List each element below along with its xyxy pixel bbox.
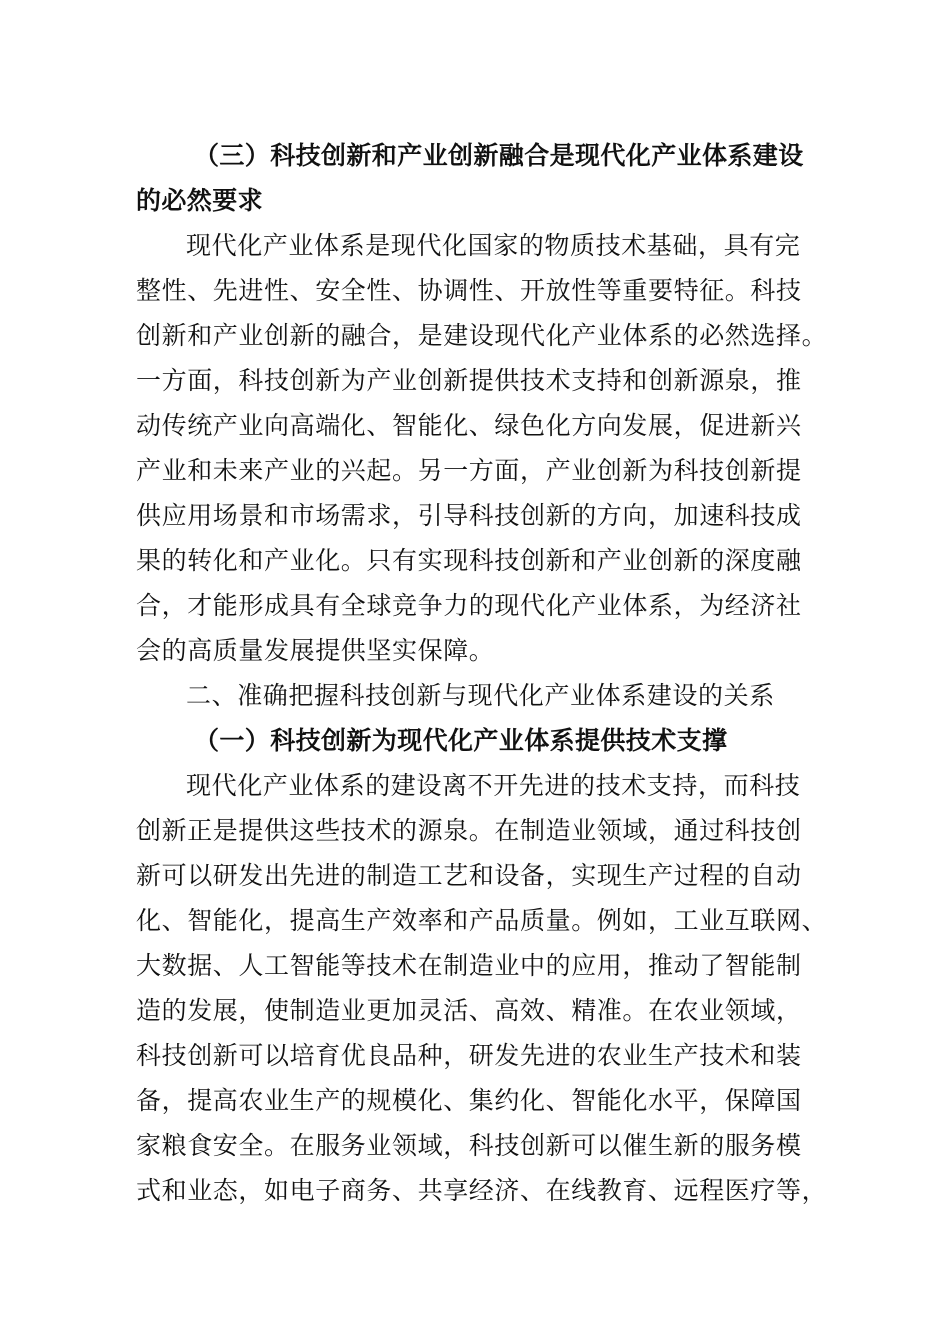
paragraph-line: 会的高质量发展提供坚实保障。 bbox=[136, 636, 495, 665]
paragraph-line: 合，才能形成具有全球竞争力的现代化产业体系，为经济社 bbox=[136, 591, 802, 620]
paragraph-line: 备，提高农业生产的规模化、集约化、智能化水平，保障国 bbox=[136, 1086, 802, 1115]
paragraph-line: 整性、先进性、安全性、协调性、开放性等重要特征。科技 bbox=[136, 276, 802, 305]
paragraph-line: 创新正是提供这些技术的源泉。在制造业领域，通过科技创 bbox=[136, 816, 802, 845]
paragraph-line: 动传统产业向高端化、智能化、绿色化方向发展，促进新兴 bbox=[136, 411, 802, 440]
paragraph-line: 现代化产业体系是现代化国家的物质技术基础，具有完 bbox=[186, 231, 801, 260]
section-heading-line-1: （三）科技创新和产业创新融合是现代化产业体系建设 bbox=[194, 141, 804, 170]
paragraph-line: 新可以研发出先进的制造工艺和设备，实现生产过程的自动 bbox=[136, 861, 802, 890]
subsection-heading: （一）科技创新为现代化产业体系提供技术支撑 bbox=[194, 726, 728, 755]
paragraph-line: 式和业态，如电子商务、共享经济、在线教育、远程医疗等， bbox=[136, 1176, 828, 1205]
section-heading-line-2: 的必然要求 bbox=[136, 186, 264, 215]
paragraph-line: 造的发展，使制造业更加灵活、高效、精准。在农业领域， bbox=[136, 996, 802, 1025]
paragraph-line: 大数据、人工智能等技术在制造业中的应用，推动了智能制 bbox=[136, 951, 802, 980]
paragraph-line: 一方面，科技创新为产业创新提供技术支持和创新源泉，推 bbox=[136, 366, 802, 395]
part-heading: 二、准确把握科技创新与现代化产业体系建设的关系 bbox=[186, 681, 775, 710]
paragraph-line: 科技创新可以培育优良品种，研发先进的农业生产技术和装 bbox=[136, 1041, 802, 1070]
paragraph-line: 现代化产业体系的建设离不开先进的技术支持，而科技 bbox=[186, 771, 801, 800]
paragraph-line: 供应用场景和市场需求，引导科技创新的方向，加速科技成 bbox=[136, 501, 802, 530]
paragraph-line: 化、智能化，提高生产效率和产品质量。例如，工业互联网、 bbox=[136, 906, 828, 935]
document-page bbox=[136, 133, 828, 1213]
paragraph-line: 果的转化和产业化。只有实现科技创新和产业创新的深度融 bbox=[136, 546, 802, 575]
paragraph-line: 创新和产业创新的融合，是建设现代化产业体系的必然选择。 bbox=[136, 321, 828, 350]
paragraph-line: 家粮食安全。在服务业领域，科技创新可以催生新的服务模 bbox=[136, 1131, 802, 1160]
paragraph-line: 产业和未来产业的兴起。另一方面，产业创新为科技创新提 bbox=[136, 456, 802, 485]
